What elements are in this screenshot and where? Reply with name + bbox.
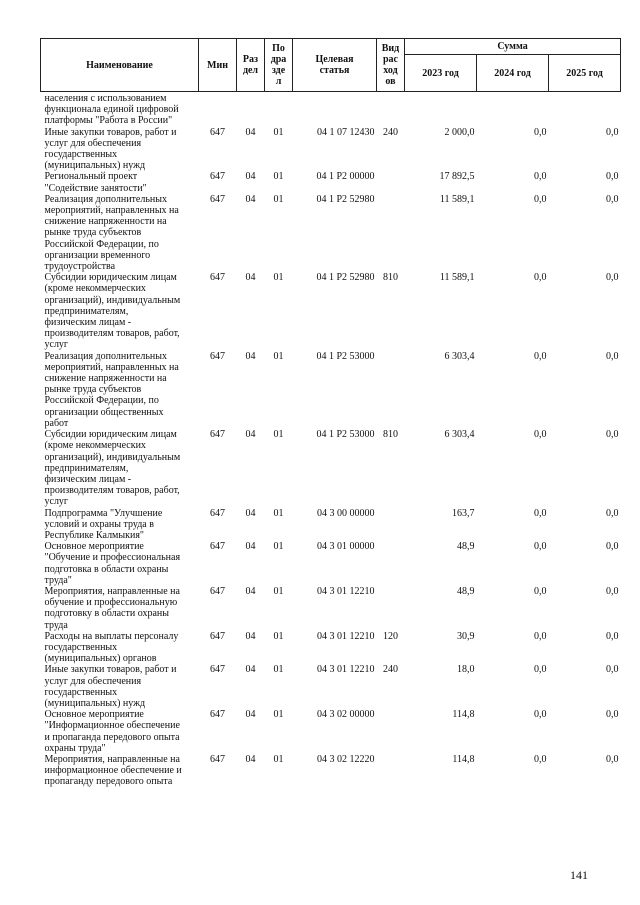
row-min: 647 [210,630,225,642]
budget-page [40,38,620,788]
row-sum-2024: 0,0 [534,429,547,441]
row-sum-2025: 0,0 [606,171,619,183]
table-row [41,586,621,631]
row-vid [377,92,405,127]
row-target: 04 1 P2 52980 [316,272,375,284]
row-sum-2025: 0,0 [606,664,619,676]
row-sum-2025: 0,0 [606,429,619,441]
row-sum-2023: 114,8 [452,709,475,721]
row-target: 04 1 07 12430 [317,126,375,138]
row-sum-2025: 0,0 [606,126,619,138]
header-razdel: Раз дел [237,39,265,92]
row-podrazdel: 01 [273,272,284,284]
row-min: 647 [210,193,225,205]
header-min: Мин [199,39,237,92]
row-razdel: 04 [245,664,256,676]
table-row [41,351,621,429]
row-razdel: 04 [245,753,256,765]
row-sum-2025 [549,92,621,127]
row-podrazdel: 01 [273,350,284,362]
row-vid [377,508,405,542]
row-name: Региональный проект "Содействие занятости" [44,171,147,194]
row-razdel: 04 [245,171,256,183]
row-vid [377,586,405,631]
table-row [41,127,621,172]
row-podrazdel: 01 [273,753,284,765]
row-razdel: 04 [245,350,256,362]
row-target: 04 1 P2 53000 [316,350,375,362]
table-row [41,194,621,272]
row-sum-2023: 48,9 [457,585,475,597]
row-sum-2023: 114,8 [452,753,475,765]
row-min: 647 [210,541,225,553]
row-razdel: 04 [245,541,256,553]
row-sum-2025: 0,0 [606,709,619,721]
row-sum-2023: 48,9 [457,541,475,553]
row-name: Иные закупки товаров, работ и услуг для обеспечения государственных (муниципальных) нужд [44,664,177,709]
row-vid: 810 [383,429,398,441]
row-sum-2024: 0,0 [534,507,547,519]
row-razdel: 04 [245,709,256,721]
row-podrazdel: 01 [273,585,284,597]
row-vid [377,709,405,754]
row-vid [377,351,405,429]
row-target: 04 3 02 00000 [317,709,375,721]
row-sum-2025: 0,0 [606,507,619,519]
header-2025: 2025 год [549,55,621,92]
table-row [41,541,621,586]
row-podrazdel: 01 [273,541,284,553]
row-min [199,92,237,127]
row-sum-2024: 0,0 [534,541,547,553]
row-target: 04 3 01 12210 [317,585,375,597]
row-sum-2023: 11 589,1 [439,272,475,284]
page-number: 141 [570,868,588,882]
row-razdel [237,92,265,127]
row-razdel: 04 [245,193,256,205]
row-sum-2024: 0,0 [534,753,547,765]
row-name: Субсидии юридическим лицам (кроме некоммерческих организаций), индивидуальным предпринимателям, физическим лицам - производителям товаров, работ, услуг [44,429,181,508]
row-sum-2023: 6 303,4 [444,429,475,441]
row-min: 647 [210,272,225,284]
row-razdel: 04 [245,507,256,519]
header-target: Целевая статья [293,39,377,92]
row-min: 647 [210,171,225,183]
row-vid [377,754,405,788]
row-podrazdel: 01 [273,429,284,441]
row-vid: 240 [383,126,398,138]
row-podrazdel: 01 [273,507,284,519]
row-vid: 240 [383,664,398,676]
row-sum-2024: 0,0 [534,709,547,721]
row-sum-2023: 17 892,5 [439,171,475,183]
row-name: Мероприятия, направленные на информационное обеспечение и пропаганду передового опыта [44,753,182,788]
header-vid: Вид рас ход ов [377,39,405,92]
row-sum-2023: 11 589,1 [439,193,475,205]
row-target [293,92,377,127]
row-target: 04 1 P2 52980 [316,193,375,205]
row-target: 04 1 P2 00000 [316,171,375,183]
row-sum-2024: 0,0 [534,664,547,676]
row-min: 647 [210,126,225,138]
row-min: 647 [210,753,225,765]
row-min: 647 [210,709,225,721]
header-name: Наименование [41,39,199,92]
row-sum-2024: 0,0 [534,171,547,183]
table-row [41,754,621,788]
row-vid [377,194,405,272]
table-header [41,39,621,92]
row-podrazdel: 01 [273,126,284,138]
row-target: 04 1 P2 53000 [316,429,375,441]
table-row [41,508,621,542]
row-min: 647 [210,507,225,519]
row-target: 04 3 02 12220 [317,753,375,765]
row-min: 647 [210,664,225,676]
table-row [41,664,621,709]
row-name: Реализация дополнительных мероприятий, направленных на снижение напряженности на рынке труда субъектов Российской Федерации, по организации общественных работ [44,350,179,429]
budget-table [40,38,621,788]
row-min: 647 [210,350,225,362]
row-vid: 810 [383,272,398,284]
row-razdel: 04 [245,272,256,284]
row-sum-2023 [405,92,477,127]
row-name: Мероприятия, направленные на обучение и профессиональную подготовку в области охраны труда [44,585,180,631]
row-sum-2025: 0,0 [606,753,619,765]
row-sum-2024 [477,92,549,127]
row-sum-2024: 0,0 [534,272,547,284]
table-row [41,631,621,665]
row-vid [377,171,405,193]
row-sum-2024: 0,0 [534,350,547,362]
row-sum-2025: 0,0 [606,585,619,597]
row-name: Субсидии юридическим лицам (кроме некоммерческих организаций), индивидуальным предпринимателям, физическим лицам - производителям товаров, работ, услуг [44,272,181,351]
table-body [41,92,621,788]
row-name: Основное мероприятие "Информационное обеспечение и пропаганда передового опыта охраны труда" [44,709,180,754]
row-target: 04 3 01 12210 [317,664,375,676]
row-sum-2023: 30,9 [457,630,475,642]
header-podrazdel: По дра зде л [265,39,293,92]
row-vid [377,541,405,586]
row-sum-2023: 18,0 [457,664,475,676]
row-sum-2025: 0,0 [606,630,619,642]
row-razdel: 04 [245,429,256,441]
row-podrazdel: 01 [273,171,284,183]
table-row [41,92,621,127]
table-row [41,272,621,350]
row-podrazdel [265,92,293,127]
row-vid: 120 [383,630,398,642]
table-row [41,709,621,754]
row-razdel: 04 [245,585,256,597]
row-sum-2025: 0,0 [606,541,619,553]
row-sum-2024: 0,0 [534,126,547,138]
row-min: 647 [210,585,225,597]
row-sum-2025: 0,0 [606,193,619,205]
table-row [41,171,621,193]
row-sum-2023: 163,7 [452,507,475,519]
row-sum-2024: 0,0 [534,585,547,597]
row-sum-2023: 6 303,4 [444,350,475,362]
row-name: Подпрограмма "Улучшение условий и охраны труда в Республике Калмыкия" [44,507,163,541]
row-name: Расходы на выплаты персоналу государственных (муниципальных) органов [44,630,179,665]
row-sum-2024: 0,0 [534,193,547,205]
row-razdel: 04 [245,126,256,138]
table-row [41,429,621,507]
header-sum: Сумма [405,39,621,55]
row-name: Иные закупки товаров, работ и услуг для обеспечения государственных (муниципальных) нужд [44,126,177,172]
header-2024: 2024 год [477,55,549,92]
row-target: 04 3 00 00000 [317,507,375,519]
row-podrazdel: 01 [273,664,284,676]
row-podrazdel: 01 [273,630,284,642]
row-name: населения с использованием функционала единой цифровой платформы "Работа в России" [44,93,179,127]
row-target: 04 3 01 12210 [317,630,375,642]
row-sum-2025: 0,0 [606,272,619,284]
row-sum-2024: 0,0 [534,630,547,642]
header-2023: 2023 год [405,55,477,92]
row-min: 647 [210,429,225,441]
row-sum-2025: 0,0 [606,350,619,362]
row-podrazdel: 01 [273,193,284,205]
row-name: Основное мероприятие "Обучение и профессиональная подготовка в области охраны труда" [44,541,181,586]
row-razdel: 04 [245,630,256,642]
row-sum-2023: 2 000,0 [444,126,475,138]
row-podrazdel: 01 [273,709,284,721]
row-target: 04 3 01 00000 [317,541,375,553]
row-name: Реализация дополнительных мероприятий, направленных на снижение напряженности на рынке труда субъектов Российской Федерации, по организации временного трудоустройства [44,193,179,273]
